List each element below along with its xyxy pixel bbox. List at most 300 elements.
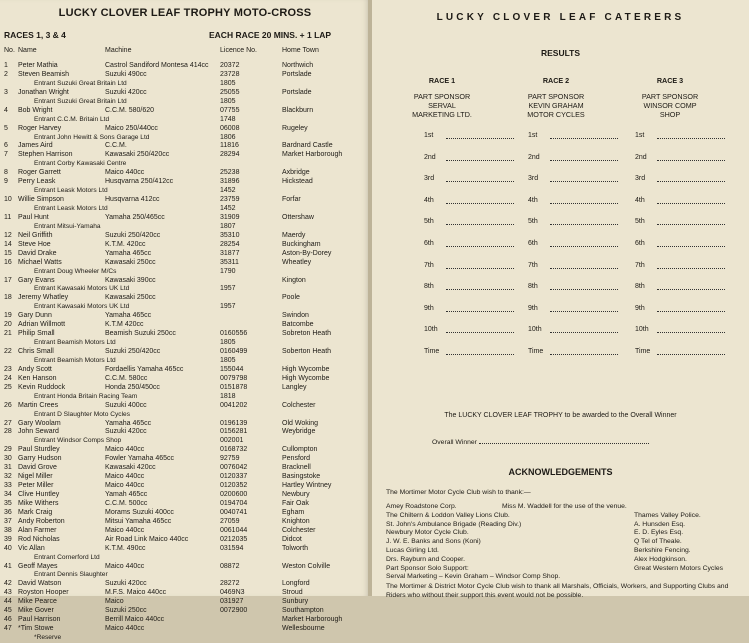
race-duration: EACH RACE 20 MINS. + 1 LAP [209,30,332,40]
sponsor-line: WINSOR COMP [643,101,697,110]
home-town: Cullompton [282,446,318,454]
rider-name: Perry Leask [18,178,56,186]
licence-no: 0160499 [220,348,248,355]
result-slot [635,154,647,161]
result-slot [528,175,538,182]
result-line [550,224,618,225]
licence-no: 23759 [220,196,240,204]
entry-row [4,545,366,554]
result-slot [635,197,645,204]
place-label: 9th [424,304,434,312]
home-town: Ottershaw [282,213,314,221]
sponsor-line: PART SPONSOR [527,92,585,101]
licence-no: 06008 [220,124,240,132]
result-slot [424,262,434,269]
place-label: 7th [635,261,645,269]
home-town: Longford [282,580,310,588]
entrant-row [4,339,366,348]
licence-no: 0212035 [220,535,248,543]
result-line [657,246,725,247]
entrant-name: Entrant John Hewitt & Sons Garage Ltd [34,133,150,141]
machine: Suzuki 250/420cc [105,348,161,355]
home-town: Batcombe [282,321,314,329]
entry-row [4,589,366,598]
rider-name: Jonathan Wright [18,88,69,96]
place-label: 10th [528,326,542,334]
licence-no: 031927 [220,598,244,606]
home-town: Market Harborough [282,616,343,624]
licence-no: 28254 [220,240,240,248]
licence-no: 155044 [220,365,244,373]
result-line [446,289,514,290]
licence-no: 08872 [220,562,240,570]
licence-no: 0072900 [220,607,248,615]
home-town: Portslade [282,70,312,78]
home-town: Weston Colville [282,562,331,570]
machine: Maico 440cc [105,625,145,633]
ack-right: E. D. Eyles Esq. [634,529,684,537]
ack-left: Amey Roadstone Corp. [386,503,457,510]
place-label: 8th [528,283,538,291]
rider-number: 23 [4,365,12,373]
result-line [446,246,514,247]
rider-number: 45 [4,607,12,615]
machine: K.T.M 420cc [105,321,144,329]
entry-row [4,464,366,473]
entry-row [4,563,366,572]
licence-no: 0196139 [220,419,248,427]
rider-name: Steven Beamish [18,70,69,78]
rider-number: 36 [4,508,12,516]
sponsor-line: SERVAL [428,101,456,110]
place-label: 1st [528,132,538,139]
licence-no: 0076042 [220,464,248,472]
header-machine: Machine [105,47,132,54]
entry-row [4,384,366,393]
machine: Suzuki 250cc [105,607,147,615]
machine: C.C.M. [105,142,127,150]
machine: C.C.M. 580/620 [105,106,155,114]
licence-no: 25238 [220,169,240,177]
rider-name: Geoff Mayes [18,562,58,570]
entrant-licence: 1452 [220,205,236,212]
home-town: High Wycombe [282,374,330,382]
result-slot [635,326,649,333]
rider-name: Gary Woolam [18,419,61,427]
licence-no: 0160556 [220,330,248,338]
rider-number: 44 [4,598,12,606]
home-town: Egham [282,508,305,516]
result-slot [528,305,538,312]
rider-number: 22 [4,348,12,355]
rider-name: Royston Hooper [18,589,69,597]
home-town: Newbury [282,491,310,498]
entry-row [4,151,366,160]
home-town: Maerdy [282,231,306,239]
ack-left: Newbury Motor Cycle Club. [386,529,469,537]
licence-no: 0156281 [220,428,248,436]
entry-row [4,142,366,151]
entrant-licence: 1806 [220,133,236,141]
machine: Yamah 465cc [105,491,148,498]
home-town: High Wycombe [282,365,330,373]
place-label: 5th [635,218,645,226]
ack-intro: The Mortimer Motor Cycle Club wish to thank:— [386,489,531,496]
entrant-name: Entrant Suzuki Great Britain Ltd [34,79,127,87]
rider-number: 40 [4,544,12,552]
result-slot [424,348,439,355]
home-town: Northwich [282,62,314,69]
entry-row [4,455,366,464]
rider-name: Paul Harrison [18,616,61,624]
rider-name: Steve Hoe [18,240,51,248]
rider-name: Roger Garrett [18,169,61,177]
place-label: 4th [424,196,434,204]
rider-number: 21 [4,330,12,338]
place-label: 5th [424,218,434,226]
licence-no: 07755 [220,106,240,114]
place-label: 6th [635,240,645,247]
results-heading: RESULTS [540,48,581,58]
licence-no: 0061044 [220,526,248,534]
rider-name: Mike Gover [18,607,54,615]
entrant-name: Entrant Doug Wheeler M/Cs [34,267,117,275]
result-line [446,160,514,161]
race-heading: RACE 1 [428,76,456,85]
place-label: 6th [528,240,538,247]
result-line [446,138,514,139]
acknowledgements-heading: ACKNOWLEDGEMENTS [508,467,613,477]
entrant-name: Entrant Honda Britain Racing Team [34,392,138,400]
place-label: 7th [424,261,434,269]
trophy-note: The LUCKY CLOVER LEAF TROPHY to be awarded to the Overall Winner [444,412,677,419]
entrant-name: Entrant Leask Motors Ltd [34,205,108,212]
rider-name: Mike Pearce [18,598,57,606]
entry-row [4,625,366,634]
entry-row [4,321,366,330]
rider-number: 3 [4,88,8,96]
result-slot [635,262,645,269]
entrant-name: Entrant Beamish Motors Ltd [34,356,116,364]
home-town: Basingstoke [282,473,321,481]
entrant-row [4,116,366,125]
result-line [657,160,725,161]
result-line [657,203,725,204]
licence-no: 0469N3 [220,589,245,597]
rider-name: Neil Griffith [18,231,53,239]
machine: Kawasaki 250cc [105,258,156,266]
rider-name: Andy Scott [18,365,52,373]
ack-left: Drs. Rayburn and Cooper. [386,555,465,563]
licence-no: 35311 [220,258,239,266]
rider-name: Martin Crees [18,401,59,409]
home-town: Portslade [282,88,312,96]
page-title: LUCKY CLOVER LEAF TROPHY MOTO-CROSS [58,7,312,19]
rider-number: 33 [4,482,12,490]
result-line [550,246,618,247]
rider-number: 42 [4,580,12,588]
machine: C.C.M. 500cc [105,499,148,507]
place-label: 8th [424,283,434,291]
sponsor-line: MOTOR CYCLES [527,110,585,119]
race-column [610,76,730,119]
programme-left-page [0,0,370,641]
home-town: Stroud [282,589,303,597]
rider-number: 15 [4,249,12,257]
caterers-title: LUCKY CLOVER LEAF CATERERS [436,12,685,23]
result-line [446,311,514,312]
place-label: 7th [528,261,538,269]
result-slot [528,132,537,139]
entrant-name: Entrant D Slaughter Moto Cycles [34,410,131,418]
rider-number: 4 [4,106,8,114]
entry-row [4,169,366,178]
licence-no: 31909 [220,213,240,221]
race-sponsor [496,92,616,119]
ack-right: A. Hunsden Esq. [634,520,686,528]
entrant-licence: 002001 [220,437,244,445]
result-line [657,332,725,333]
home-town: Old Woking [282,419,319,427]
entry-row [4,375,366,384]
licence-no: 92759 [220,455,240,463]
race-sponsor [610,92,730,119]
result-slot [424,283,434,290]
entrant-name: Entrant Cornerford Ltd [34,553,100,561]
entrant-name: Entrant Beamish Motors Ltd [34,339,116,347]
header-name: Name [18,47,37,54]
home-town: Swindon [282,312,309,320]
entrant-row [4,634,366,643]
result-line [550,160,618,161]
home-town: Didcot [282,535,302,543]
rider-name: David Grove [18,464,57,472]
home-town: Blackburn [282,106,314,114]
entrant-name: *Reserve [34,634,62,641]
machine: Fordaellis Yamaha 465cc [105,365,184,373]
entrant-licence: 1805 [220,79,236,87]
licence-no: 23728 [220,70,240,78]
entry-row [4,616,366,625]
rider-name: Adrian Willmott [18,321,66,329]
home-town: Tolworth [282,544,309,552]
result-line [446,354,514,355]
machine: Yamaha 250/465cc [105,213,165,221]
rider-name: *Tim Stowe [18,625,54,633]
entry-row [4,71,366,80]
rider-number: 12 [4,231,12,239]
entry-row [4,536,366,545]
entry-row [4,178,366,187]
machine: Husqvarna 250/412cc [105,178,174,186]
result-slot [424,197,434,204]
place-label: 10th [424,326,438,334]
entry-row [4,580,366,589]
machine: M.F.S. Maico 440cc [105,589,167,597]
result-slot [424,326,438,333]
machine: Mitsui Yamaha 465cc [105,517,172,525]
machine: Suzuki 420cc [105,88,147,96]
home-town: Wheatley [282,258,312,266]
race-sponsor [382,92,502,119]
licence-no: 28294 [220,151,240,159]
place-label: 1st [635,132,645,139]
home-town: Rugeley [282,124,308,132]
entry-row [4,518,366,527]
result-slot [424,132,433,139]
sponsor-line: PART SPONSOR [641,92,699,101]
rider-name: Ken Hanson [18,374,57,382]
entrant-row [4,357,366,366]
entrant-name: Entrant Windsor Comps Shop [34,437,122,445]
machine: Suzuki 420cc [105,428,147,436]
home-town: Colchester [282,526,316,534]
licence-no: 20372 [220,62,240,69]
place-label: 6th [424,240,434,247]
result-line [550,332,618,333]
rider-number: 31 [4,464,12,472]
rider-number: 19 [4,312,12,320]
ack-right: Thames Valley Police. [634,511,701,519]
closing-thanks: The Mortimer & District Motor Cycle Club wish to thank all Marshals, Officials, Workers, and Supporting Clubs and Riders who without their support this event would not be possible. [386,583,729,599]
home-town: Market Harborough [282,151,343,159]
licence-no: 0040741 [220,508,248,516]
rider-number: 34 [4,491,12,498]
place-label: 3rd [635,175,646,183]
rider-name: Rod Nicholas [18,535,60,543]
entry-row [4,232,366,241]
rider-number: 11 [4,213,12,221]
programme-right-page [372,0,749,599]
result-slot [424,305,434,312]
header-licence: Licence No. [220,47,257,54]
overall-winner-text: Overall Winner [432,439,477,446]
entrant-row [4,411,366,420]
rider-name: Alan Farmer [18,526,57,534]
home-town: Southampton [282,607,324,615]
entrant-row [4,134,366,143]
entrant-name: Entrant Suzuki Great Britain Ltd [34,97,127,105]
result-slot [528,240,538,247]
entry-row [4,509,366,518]
entry-row [4,473,366,482]
home-town: Forfar [282,196,301,204]
result-line [657,181,725,182]
rider-name: Roger Harvey [18,124,62,132]
rider-name: Jeremy Whatley [18,294,69,302]
result-slot [528,348,543,355]
rider-name: Kevin Ruddock [18,383,66,391]
rider-number: 10 [4,196,12,204]
rider-number: 32 [4,473,12,481]
entrant-row [4,80,366,89]
rider-number: 5 [4,124,8,132]
ack-right: Alex Hodgkinson. [634,555,687,563]
entry-row [4,491,366,500]
rider-number: 47 [4,625,12,633]
result-line [657,224,725,225]
rider-number: 46 [4,616,12,624]
rider-name: David Drake [18,249,57,257]
rider-number: 16 [4,258,12,266]
entrant-row [4,187,366,196]
result-line [657,138,725,139]
home-town: Axbridge [282,169,310,177]
rider-number: 18 [4,294,12,302]
place-label: 5th [528,218,538,226]
result-line [446,203,514,204]
entrant-licence: 1805 [220,356,236,364]
result-line [446,332,514,333]
result-slot [528,326,542,333]
entrant-row [4,98,366,107]
rider-name: Willie Simpson [18,196,64,204]
place-label: 2nd [424,153,436,161]
rider-number: 35 [4,499,12,507]
entry-row [4,348,366,357]
entry-row [4,366,366,375]
rider-name: James Aird [18,142,53,150]
entrant-name: Entrant Leask Motors Ltd [34,187,108,195]
result-line [657,311,725,312]
rider-number: 41 [4,562,12,570]
entry-row [4,89,366,98]
sponsor-line: MARKETING LTD. [412,110,472,119]
machine: Castrol Sandiford Montesa 414cc [105,62,209,69]
home-town: Knighton [282,517,310,525]
machine: Maico 440cc [105,482,145,490]
entrant-row [4,437,366,446]
races-label: RACES 1, 3 & 4 [4,30,66,40]
place-label: 2nd [528,153,540,161]
result-line [550,289,618,290]
machine: Berrill Maico 440cc [105,616,165,624]
place-label: Time [424,348,440,355]
rider-name: Mark Craig [18,508,53,516]
result-line [550,138,618,139]
rider-number: 14 [4,240,12,248]
entry-row [4,598,366,607]
entrant-row [4,393,366,402]
machine: Kawasaki 420cc [105,464,156,472]
machine: Suzuki 250/420cc [105,231,161,239]
result-slot [528,197,538,204]
entrant-licence: 1790 [220,267,236,275]
result-line [657,289,725,290]
rider-name: Vic Allan [18,544,45,552]
rider-name: Gary Dunn [18,312,52,320]
rider-name: Clive Huntley [18,491,60,498]
licence-no: 0120337 [220,473,248,481]
rider-number: 25 [4,383,12,391]
result-slot [635,132,644,139]
licence-no: 11816 [220,142,239,150]
entry-row [4,446,366,455]
entry-row [4,330,366,339]
entrant-row [4,223,366,232]
sponsor-line: SHOP [659,110,681,119]
rider-name: Mike Withers [18,499,59,507]
result-slot [635,283,645,290]
home-town: Sobreton Heath [282,330,332,338]
ack-right: Q Tel of Theale. [634,538,682,546]
rider-number: 20 [4,321,12,329]
result-slot [635,218,645,225]
licence-no: 0079798 [220,374,248,382]
result-slot [635,240,645,247]
result-slot [424,240,434,247]
entrant-licence: 1748 [220,115,236,123]
